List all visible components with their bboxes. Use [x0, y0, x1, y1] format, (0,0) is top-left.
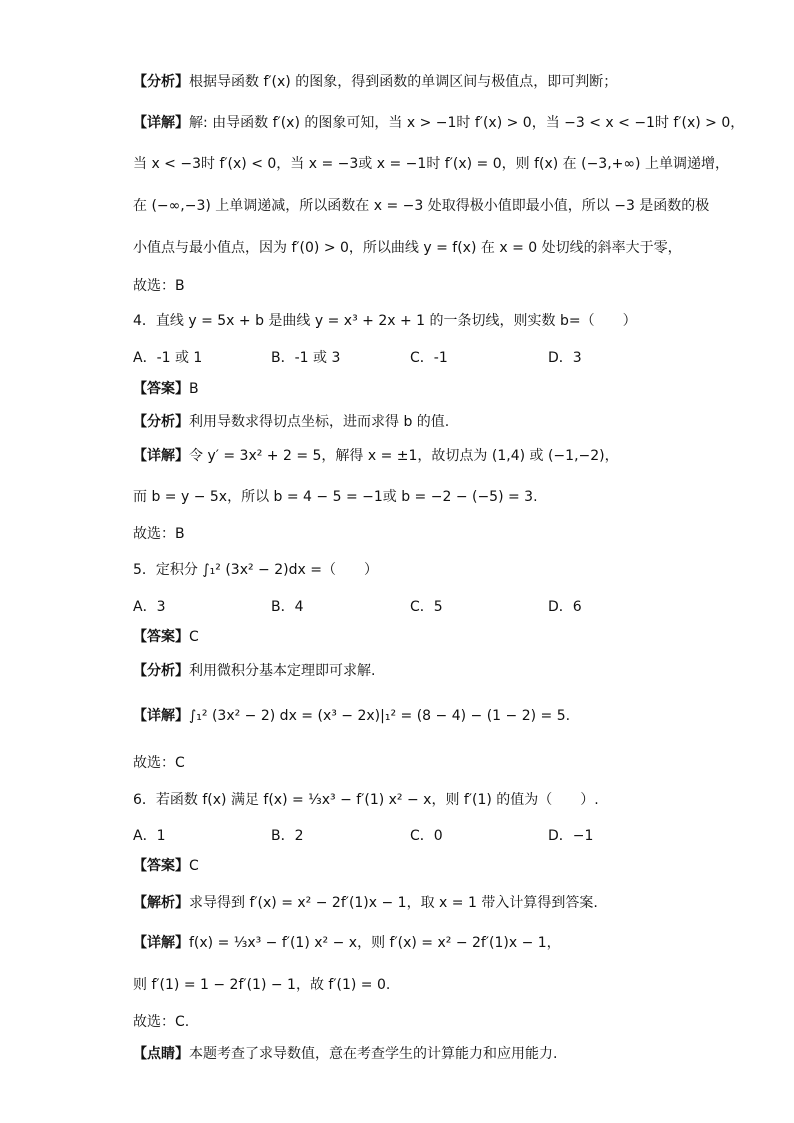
- question-5: [133, 560, 378, 580]
- line-text: 解: 由导函数 f′(x) 的图象可知，当 x > −1时 f′(x) > 0，当 −3 < x < −1时 f′(x) > 0，: [189, 115, 745, 131]
- line-text: 求导得到 f′(x) = x² − 2f′(1)x − 1，取 x = 1 带入计算得到答案.: [189, 895, 598, 911]
- tag-answer: 【答案】: [133, 858, 189, 874]
- tag-analysis: 【分析】: [133, 74, 189, 90]
- option-a: A．3: [133, 599, 166, 615]
- solution-line: [133, 893, 598, 913]
- analysis-line: [133, 661, 375, 681]
- line-text: C: [189, 629, 199, 645]
- detail-line: [133, 446, 619, 466]
- option-c: C．-1: [410, 350, 448, 366]
- option-c: C．0: [410, 828, 443, 844]
- option-b: B．4: [271, 599, 304, 615]
- option-a: A．1: [133, 828, 166, 844]
- line-text: 故选：B: [133, 278, 185, 294]
- conclusion-line: [133, 276, 185, 296]
- tag-detail: 【详解】: [133, 115, 189, 131]
- detail-line: [133, 238, 682, 258]
- detail-line: [133, 113, 744, 133]
- line-text: 利用导数求得切点坐标，进而求得 b 的值.: [189, 414, 450, 430]
- answer-line: [133, 379, 199, 399]
- line-text: 而 b = y − 5x，所以 b = 4 − 5 = −1或 b = −2 − (−5) = 3.: [133, 489, 538, 505]
- line-text: C: [189, 858, 199, 874]
- conclusion-line: [133, 1012, 189, 1032]
- conclusion-line: [133, 753, 185, 773]
- detail-line: [133, 706, 570, 726]
- option-d: D．3: [548, 350, 582, 366]
- question-6: [133, 790, 599, 810]
- line-text: 则 f′(1) = 1 − 2f′(1) − 1，故 f′(1) = 0.: [133, 977, 391, 993]
- line-text: 故选：C: [133, 755, 185, 771]
- detail-line: [133, 933, 561, 953]
- tag-analysis: 【分析】: [133, 663, 189, 679]
- option-a: A．-1 或 1: [133, 350, 203, 366]
- tag-remark: 【点睛】: [133, 1046, 189, 1062]
- question-4: [133, 311, 637, 331]
- question-text: 5．定积分 ∫₁² (3x² − 2)dx =（ ）: [133, 562, 378, 578]
- detail-line: [133, 975, 390, 995]
- tag-analysis: 【分析】: [133, 414, 189, 430]
- line-text: 小值点与最小值点，因为 f′(0) > 0，所以曲线 y = f(x) 在 x = 0 处切线的斜率大于零，: [133, 240, 682, 256]
- tag-detail: 【详解】: [133, 708, 189, 724]
- line-text: 根据导函数 f′(x) 的图象，得到函数的单调区间与极值点，即可判断；: [189, 74, 618, 90]
- detail-line: [133, 154, 729, 174]
- detail-line: [133, 196, 709, 216]
- analysis-line: [133, 72, 617, 92]
- answer-line: [133, 627, 199, 647]
- option-d: D．6: [548, 599, 582, 615]
- tag-solution: 【解析】: [133, 895, 189, 911]
- line-text: 利用微积分基本定理即可求解.: [189, 663, 376, 679]
- line-text: B: [189, 381, 199, 397]
- option-d: D．−1: [548, 828, 594, 844]
- line-text: 当 x < −3时 f′(x) < 0，当 x = −3或 x = −1时 f′(x) = 0，则 f(x) 在 (−3,+∞) 上单调递增，: [133, 156, 729, 172]
- tag-detail: 【详解】: [133, 935, 189, 951]
- line-text: 故选：B: [133, 526, 185, 542]
- tag-answer: 【答案】: [133, 381, 189, 397]
- option-b: B．2: [271, 828, 304, 844]
- option-b: B．-1 或 3: [271, 350, 341, 366]
- line-text: 本题考查了求导数值，意在考查学生的计算能力和应用能力.: [189, 1046, 558, 1062]
- line-text: f(x) = ⅓x³ − f′(1) x² − x，则 f′(x) = x² − 2f′(1)x − 1，: [189, 935, 561, 951]
- line-text: ∫₁² (3x² − 2) dx = (x³ − 2x)|₁² = (8 − 4) − (1 − 2) = 5.: [189, 708, 571, 724]
- remark-line: [133, 1044, 557, 1064]
- tag-detail: 【详解】: [133, 448, 189, 464]
- conclusion-line: [133, 524, 185, 544]
- line-text: 令 y′ = 3x² + 2 = 5，解得 x = ±1，故切点为 (1,4) 或 (−1,−2)，: [189, 448, 619, 464]
- line-text: 故选：C.: [133, 1014, 190, 1030]
- question-text: 6．若函数 f(x) 满足 f(x) = ⅓x³ − f′(1) x² − x，则 f′(1) 的值为（ ）.: [133, 792, 599, 808]
- tag-answer: 【答案】: [133, 629, 189, 645]
- question-text: 4．直线 y = 5x + b 是曲线 y = x³ + 2x + 1 的一条切线，则实数 b=（ ）: [133, 313, 637, 329]
- answer-line: [133, 856, 199, 876]
- analysis-line: [133, 412, 449, 432]
- detail-line: [133, 487, 538, 507]
- option-c: C．5: [410, 599, 443, 615]
- line-text: 在 (−∞,−3) 上单调递减，所以函数在 x = −3 处取得极小值即最小值，所以 −3 是函数的极: [133, 198, 710, 214]
